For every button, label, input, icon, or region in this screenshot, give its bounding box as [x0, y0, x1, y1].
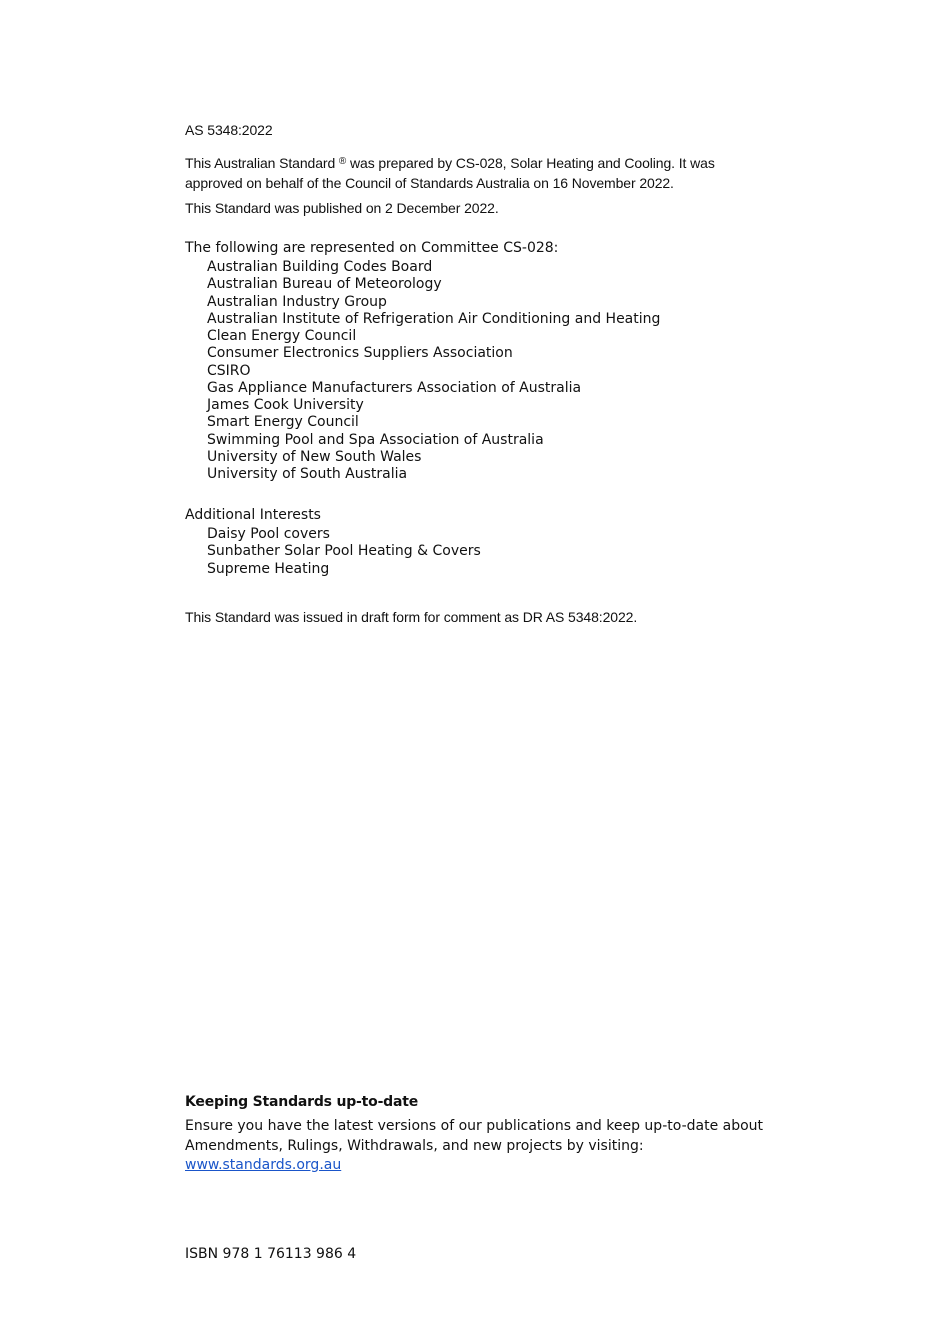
additional-interest-member: Daisy Pool covers [207, 526, 330, 542]
committee-member-list [185, 259, 660, 483]
committee-heading: The following are represented on Committee CS-028: [185, 240, 559, 256]
preparation-text-start: This Australian Standard [185, 155, 339, 171]
additional-interest-member: Supreme Heating [207, 560, 330, 577]
committee-member: James Cook University [207, 397, 364, 413]
preparation-statement [185, 154, 765, 193]
standards-website-link[interactable]: www.standards.org.au [185, 1157, 342, 1173]
committee-member: Australian Bureau of Meteorology [207, 276, 442, 293]
committee-member: Consumer Electronics Suppliers Association [207, 345, 513, 362]
additional-interests-section [185, 506, 481, 578]
committee-member: CSIRO [207, 362, 251, 379]
committee-member: Gas Appliance Manufacturers Association of Australia [207, 379, 582, 396]
additional-interests-heading: Additional Interests [185, 507, 321, 523]
committee-member: Australian Institute of Refrigeration Air Conditioning and Heating [207, 310, 661, 327]
registered-mark: ® [338, 156, 347, 167]
committee-member: Smart Energy Council [207, 414, 359, 431]
isbn-number: ISBN 978 1 76113 986 4 [185, 1246, 357, 1262]
committee-section [185, 239, 660, 483]
additional-interests-list [185, 526, 481, 578]
committee-member: University of New South Wales [207, 448, 422, 465]
document-id: AS 5348:2022 [185, 122, 273, 138]
keeping-up-to-date-body: Ensure you have the latest versions of our publications and keep up-to-date about Amendments, Rulings, Withdrawals, and new projects by visiting: [185, 1118, 764, 1154]
keeping-up-to-date-title: Keeping Standards up-to-date [185, 1094, 419, 1110]
additional-interest-member: Sunbather Solar Pool Heating & Covers [207, 543, 481, 560]
committee-member: Clean Energy Council [207, 328, 357, 344]
committee-member: Australian Building Codes Board [207, 259, 433, 275]
committee-member: Australian Industry Group [207, 293, 387, 310]
keeping-up-to-date-section [185, 1094, 785, 1176]
draft-statement: This Standard was issued in draft form for comment as DR AS 5348:2022. [185, 609, 638, 625]
preparation-text-end: was prepared by CS-028, Solar Heating and Cooling. It was approved on behalf of the Council of Standards Australia on 16 November 2022. [185, 155, 715, 191]
committee-member: Swimming Pool and Spa Association of Australia [207, 431, 544, 448]
published-statement: This Standard was published on 2 December 2022. [185, 200, 499, 216]
committee-member: University of South Australia [207, 466, 408, 482]
